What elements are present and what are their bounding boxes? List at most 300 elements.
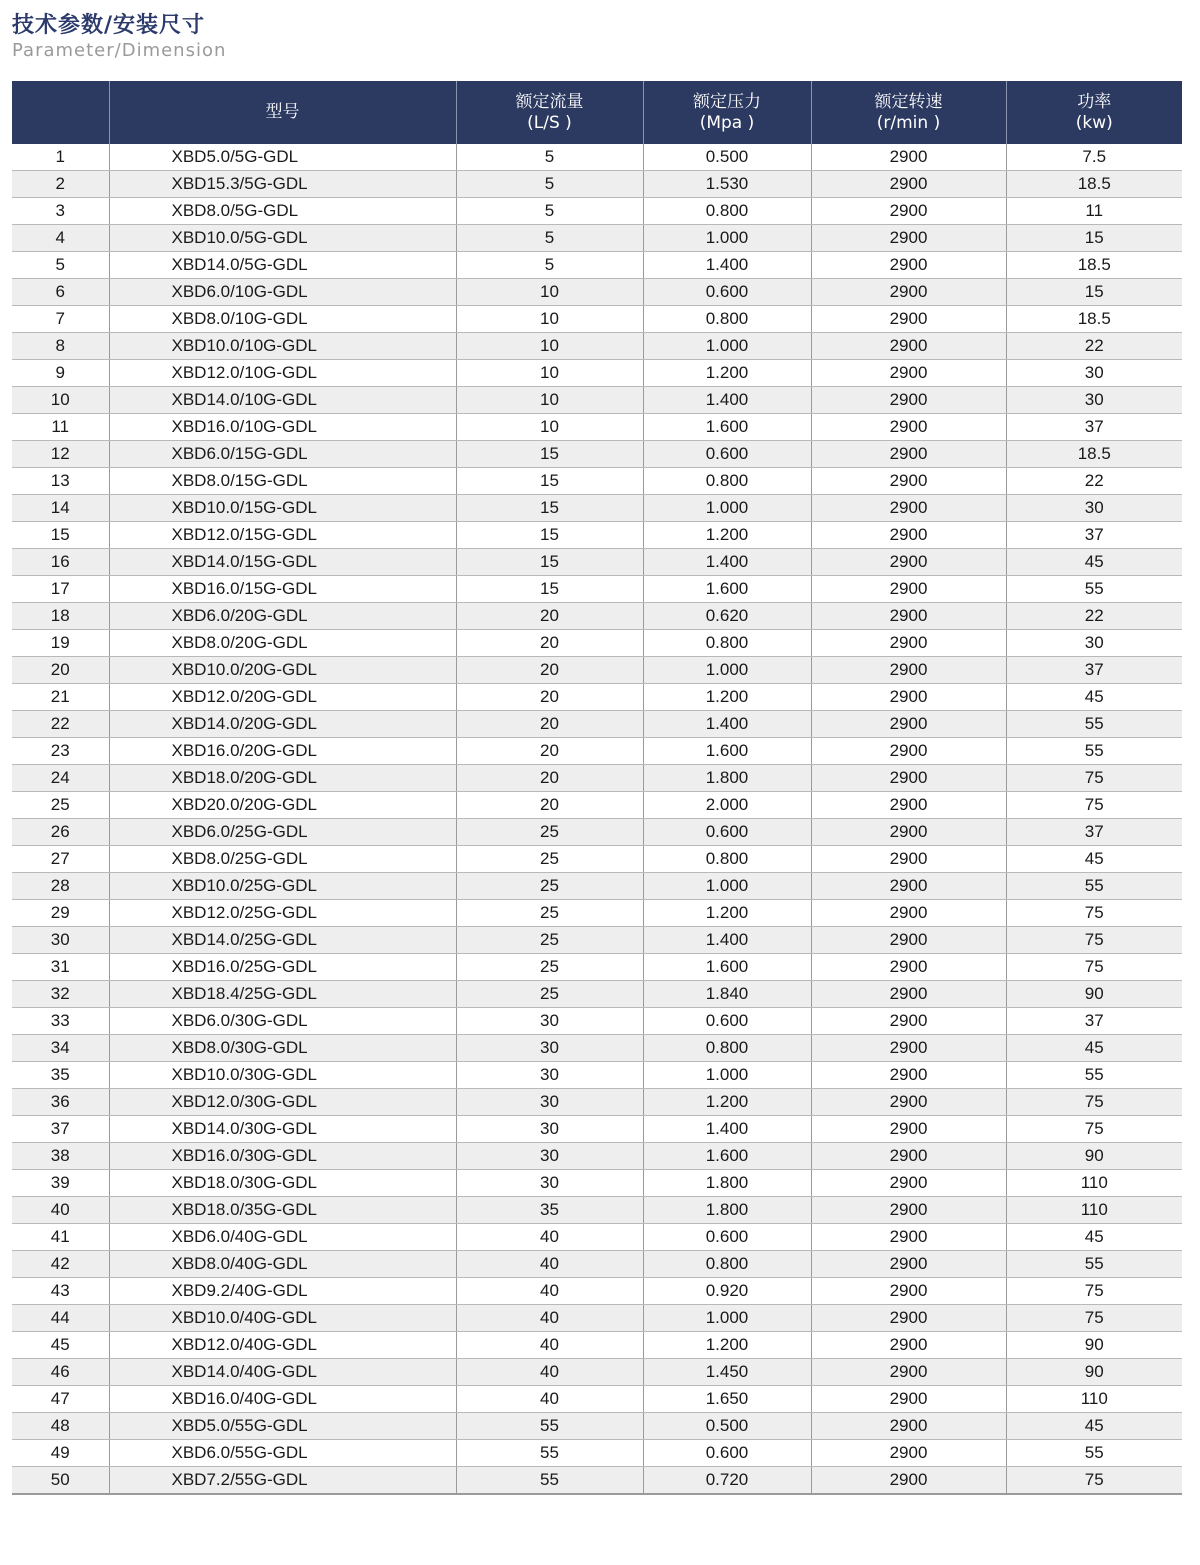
flow-cell: 40 [456, 1305, 643, 1332]
model-cell: XBD14.0/10G-GDL [109, 387, 456, 414]
power-cell: 30 [1006, 630, 1182, 657]
speed-cell: 2900 [811, 495, 1006, 522]
speed-cell: 2900 [811, 765, 1006, 792]
pressure-cell: 1.800 [643, 765, 811, 792]
table-row [12, 171, 1182, 198]
pressure-cell: 1.600 [643, 738, 811, 765]
model-cell: XBD12.0/20G-GDL [109, 684, 456, 711]
index-cell: 22 [12, 711, 109, 738]
pressure-cell: 1.200 [643, 1089, 811, 1116]
pressure-cell: 1.000 [643, 333, 811, 360]
model-cell: XBD8.0/15G-GDL [109, 468, 456, 495]
table-row [12, 225, 1182, 252]
pressure-cell: 1.400 [643, 711, 811, 738]
pressure-cell: 0.800 [643, 630, 811, 657]
index-cell: 49 [12, 1440, 109, 1467]
power-cell: 75 [1006, 1305, 1182, 1332]
table-row [12, 333, 1182, 360]
power-cell: 15 [1006, 225, 1182, 252]
index-cell: 12 [12, 441, 109, 468]
model-cell: XBD6.0/30G-GDL [109, 1008, 456, 1035]
table-row [12, 846, 1182, 873]
index-cell: 17 [12, 576, 109, 603]
power-cell: 55 [1006, 1440, 1182, 1467]
power-cell: 55 [1006, 576, 1182, 603]
flow-cell: 10 [456, 279, 643, 306]
table-row [12, 549, 1182, 576]
flow-cell: 30 [456, 1089, 643, 1116]
flow-cell: 5 [456, 144, 643, 171]
index-cell: 7 [12, 306, 109, 333]
index-cell: 26 [12, 819, 109, 846]
power-cell: 75 [1006, 954, 1182, 981]
model-cell: XBD5.0/55G-GDL [109, 1413, 456, 1440]
speed-cell: 2900 [811, 738, 1006, 765]
speed-cell: 2900 [811, 846, 1006, 873]
flow-cell: 40 [456, 1332, 643, 1359]
pressure-cell: 1.000 [643, 1062, 811, 1089]
index-cell: 18 [12, 603, 109, 630]
header-flow: 额定流量 (L/S ) [456, 81, 643, 144]
flow-cell: 15 [456, 495, 643, 522]
table-row [12, 414, 1182, 441]
pressure-cell: 2.000 [643, 792, 811, 819]
power-cell: 30 [1006, 360, 1182, 387]
speed-cell: 2900 [811, 1467, 1006, 1495]
speed-cell: 2900 [811, 1197, 1006, 1224]
speed-cell: 2900 [811, 1008, 1006, 1035]
table-row [12, 684, 1182, 711]
table-row [12, 1251, 1182, 1278]
table-row [12, 1332, 1182, 1359]
index-cell: 43 [12, 1278, 109, 1305]
table-row [12, 1386, 1182, 1413]
flow-cell: 30 [456, 1035, 643, 1062]
flow-cell: 15 [456, 549, 643, 576]
flow-cell: 5 [456, 198, 643, 225]
pressure-cell: 0.720 [643, 1467, 811, 1495]
model-cell: XBD8.0/40G-GDL [109, 1251, 456, 1278]
power-cell: 37 [1006, 1008, 1182, 1035]
table-row [12, 1278, 1182, 1305]
table-row [12, 765, 1182, 792]
power-cell: 90 [1006, 1359, 1182, 1386]
flow-cell: 20 [456, 684, 643, 711]
pressure-cell: 0.600 [643, 1224, 811, 1251]
flow-cell: 40 [456, 1386, 643, 1413]
flow-cell: 10 [456, 333, 643, 360]
index-cell: 44 [12, 1305, 109, 1332]
index-cell: 8 [12, 333, 109, 360]
pressure-cell: 1.650 [643, 1386, 811, 1413]
pressure-cell: 0.600 [643, 1008, 811, 1035]
flow-cell: 10 [456, 414, 643, 441]
table-row [12, 1224, 1182, 1251]
speed-cell: 2900 [811, 414, 1006, 441]
index-cell: 32 [12, 981, 109, 1008]
speed-cell: 2900 [811, 1251, 1006, 1278]
power-cell: 75 [1006, 765, 1182, 792]
model-cell: XBD6.0/10G-GDL [109, 279, 456, 306]
power-cell: 7.5 [1006, 144, 1182, 171]
speed-cell: 2900 [811, 792, 1006, 819]
index-cell: 47 [12, 1386, 109, 1413]
model-cell: XBD10.0/30G-GDL [109, 1062, 456, 1089]
pressure-cell: 0.600 [643, 279, 811, 306]
power-cell: 75 [1006, 1467, 1182, 1495]
model-cell: XBD9.2/40G-GDL [109, 1278, 456, 1305]
power-cell: 30 [1006, 495, 1182, 522]
pressure-cell: 1.000 [643, 873, 811, 900]
model-cell: XBD14.0/20G-GDL [109, 711, 456, 738]
pressure-cell: 0.500 [643, 1413, 811, 1440]
index-cell: 34 [12, 1035, 109, 1062]
header-power: 功率 (kw) [1006, 81, 1182, 144]
index-cell: 39 [12, 1170, 109, 1197]
model-cell: XBD16.0/40G-GDL [109, 1386, 456, 1413]
pressure-cell: 1.400 [643, 252, 811, 279]
power-cell: 45 [1006, 1413, 1182, 1440]
model-cell: XBD14.0/15G-GDL [109, 549, 456, 576]
model-cell: XBD5.0/5G-GDL [109, 144, 456, 171]
flow-cell: 25 [456, 846, 643, 873]
flow-cell: 10 [456, 360, 643, 387]
index-cell: 35 [12, 1062, 109, 1089]
power-cell: 37 [1006, 414, 1182, 441]
speed-cell: 2900 [811, 1062, 1006, 1089]
model-cell: XBD16.0/20G-GDL [109, 738, 456, 765]
flow-cell: 25 [456, 954, 643, 981]
table-row [12, 954, 1182, 981]
index-cell: 38 [12, 1143, 109, 1170]
index-cell: 45 [12, 1332, 109, 1359]
speed-cell: 2900 [811, 441, 1006, 468]
table-row [12, 252, 1182, 279]
pressure-cell: 1.200 [643, 1332, 811, 1359]
index-cell: 9 [12, 360, 109, 387]
table-row [12, 1062, 1182, 1089]
power-cell: 90 [1006, 1143, 1182, 1170]
index-cell: 24 [12, 765, 109, 792]
index-cell: 19 [12, 630, 109, 657]
index-cell: 40 [12, 1197, 109, 1224]
flow-cell: 55 [456, 1413, 643, 1440]
power-cell: 55 [1006, 1251, 1182, 1278]
flow-cell: 10 [456, 387, 643, 414]
index-cell: 21 [12, 684, 109, 711]
model-cell: XBD14.0/30G-GDL [109, 1116, 456, 1143]
pressure-cell: 1.000 [643, 225, 811, 252]
model-cell: XBD6.0/20G-GDL [109, 603, 456, 630]
speed-cell: 2900 [811, 981, 1006, 1008]
flow-cell: 30 [456, 1008, 643, 1035]
pressure-cell: 0.800 [643, 1035, 811, 1062]
index-cell: 48 [12, 1413, 109, 1440]
model-cell: XBD10.0/15G-GDL [109, 495, 456, 522]
index-cell: 2 [12, 171, 109, 198]
speed-cell: 2900 [811, 252, 1006, 279]
model-cell: XBD18.0/35G-GDL [109, 1197, 456, 1224]
speed-cell: 2900 [811, 522, 1006, 549]
flow-cell: 25 [456, 873, 643, 900]
power-cell: 18.5 [1006, 306, 1182, 333]
power-cell: 55 [1006, 711, 1182, 738]
index-cell: 20 [12, 657, 109, 684]
flow-cell: 25 [456, 819, 643, 846]
table-row [12, 711, 1182, 738]
speed-cell: 2900 [811, 873, 1006, 900]
table-row [12, 792, 1182, 819]
flow-cell: 20 [456, 765, 643, 792]
table-row [12, 1440, 1182, 1467]
model-cell: XBD6.0/55G-GDL [109, 1440, 456, 1467]
index-cell: 41 [12, 1224, 109, 1251]
speed-cell: 2900 [811, 1359, 1006, 1386]
model-cell: XBD12.0/40G-GDL [109, 1332, 456, 1359]
table-row [12, 441, 1182, 468]
speed-cell: 2900 [811, 900, 1006, 927]
flow-cell: 30 [456, 1143, 643, 1170]
power-cell: 37 [1006, 522, 1182, 549]
flow-cell: 30 [456, 1170, 643, 1197]
flow-cell: 40 [456, 1278, 643, 1305]
model-cell: XBD12.0/30G-GDL [109, 1089, 456, 1116]
speed-cell: 2900 [811, 1143, 1006, 1170]
pressure-cell: 0.800 [643, 306, 811, 333]
flow-cell: 5 [456, 225, 643, 252]
flow-cell: 20 [456, 630, 643, 657]
model-cell: XBD6.0/25G-GDL [109, 819, 456, 846]
index-cell: 46 [12, 1359, 109, 1386]
model-cell: XBD16.0/30G-GDL [109, 1143, 456, 1170]
table-row [12, 522, 1182, 549]
speed-cell: 2900 [811, 954, 1006, 981]
header-pressure: 额定压力 (Mpa ) [643, 81, 811, 144]
power-cell: 45 [1006, 1035, 1182, 1062]
model-cell: XBD6.0/40G-GDL [109, 1224, 456, 1251]
pressure-cell: 1.000 [643, 657, 811, 684]
power-cell: 55 [1006, 738, 1182, 765]
speed-cell: 2900 [811, 711, 1006, 738]
index-cell: 16 [12, 549, 109, 576]
pressure-cell: 0.500 [643, 144, 811, 171]
model-cell: XBD18.4/25G-GDL [109, 981, 456, 1008]
speed-cell: 2900 [811, 387, 1006, 414]
pressure-cell: 1.000 [643, 1305, 811, 1332]
index-cell: 28 [12, 873, 109, 900]
pressure-cell: 1.200 [643, 684, 811, 711]
power-cell: 75 [1006, 927, 1182, 954]
pressure-cell: 0.600 [643, 1440, 811, 1467]
power-cell: 11 [1006, 198, 1182, 225]
speed-cell: 2900 [811, 1332, 1006, 1359]
header-model: 型号 [109, 81, 456, 144]
pressure-cell: 0.600 [643, 819, 811, 846]
model-cell: XBD14.0/40G-GDL [109, 1359, 456, 1386]
power-cell: 22 [1006, 468, 1182, 495]
flow-cell: 25 [456, 927, 643, 954]
power-cell: 18.5 [1006, 252, 1182, 279]
pressure-cell: 1.200 [643, 900, 811, 927]
flow-cell: 15 [456, 468, 643, 495]
model-cell: XBD10.0/25G-GDL [109, 873, 456, 900]
index-cell: 1 [12, 144, 109, 171]
power-cell: 110 [1006, 1386, 1182, 1413]
speed-cell: 2900 [811, 1305, 1006, 1332]
flow-cell: 55 [456, 1440, 643, 1467]
index-cell: 3 [12, 198, 109, 225]
pressure-cell: 0.800 [643, 846, 811, 873]
model-cell: XBD12.0/10G-GDL [109, 360, 456, 387]
table-body [12, 144, 1182, 1494]
pressure-cell: 1.000 [643, 495, 811, 522]
table-row [12, 1170, 1182, 1197]
speed-cell: 2900 [811, 630, 1006, 657]
table-row [12, 1197, 1182, 1224]
index-cell: 42 [12, 1251, 109, 1278]
index-cell: 13 [12, 468, 109, 495]
flow-cell: 20 [456, 792, 643, 819]
flow-cell: 15 [456, 576, 643, 603]
power-cell: 55 [1006, 1062, 1182, 1089]
flow-cell: 30 [456, 1062, 643, 1089]
pressure-cell: 0.600 [643, 441, 811, 468]
pressure-cell: 1.600 [643, 954, 811, 981]
index-cell: 15 [12, 522, 109, 549]
table-row [12, 603, 1182, 630]
pressure-cell: 1.600 [643, 1143, 811, 1170]
model-cell: XBD16.0/25G-GDL [109, 954, 456, 981]
power-cell: 55 [1006, 873, 1182, 900]
table-row [12, 1413, 1182, 1440]
power-cell: 15 [1006, 279, 1182, 306]
flow-cell: 10 [456, 306, 643, 333]
flow-cell: 15 [456, 522, 643, 549]
speed-cell: 2900 [811, 1170, 1006, 1197]
pressure-cell: 1.200 [643, 522, 811, 549]
pressure-cell: 1.600 [643, 414, 811, 441]
index-cell: 6 [12, 279, 109, 306]
index-cell: 31 [12, 954, 109, 981]
flow-cell: 15 [456, 441, 643, 468]
power-cell: 37 [1006, 819, 1182, 846]
power-cell: 110 [1006, 1197, 1182, 1224]
table-row [12, 1359, 1182, 1386]
speed-cell: 2900 [811, 144, 1006, 171]
model-cell: XBD12.0/25G-GDL [109, 900, 456, 927]
index-cell: 36 [12, 1089, 109, 1116]
speed-cell: 2900 [811, 1413, 1006, 1440]
model-cell: XBD7.2/55G-GDL [109, 1467, 456, 1495]
index-cell: 50 [12, 1467, 109, 1495]
power-cell: 75 [1006, 1116, 1182, 1143]
table-row [12, 144, 1182, 171]
speed-cell: 2900 [811, 306, 1006, 333]
table-row [12, 1089, 1182, 1116]
pressure-cell: 1.400 [643, 927, 811, 954]
index-cell: 33 [12, 1008, 109, 1035]
speed-cell: 2900 [811, 225, 1006, 252]
model-cell: XBD18.0/20G-GDL [109, 765, 456, 792]
model-cell: XBD14.0/5G-GDL [109, 252, 456, 279]
power-cell: 75 [1006, 1089, 1182, 1116]
speed-cell: 2900 [811, 198, 1006, 225]
flow-cell: 20 [456, 603, 643, 630]
page-title: 技术参数/安装尺寸 [12, 13, 206, 38]
index-cell: 30 [12, 927, 109, 954]
table-row [12, 360, 1182, 387]
flow-cell: 40 [456, 1224, 643, 1251]
flow-cell: 20 [456, 711, 643, 738]
power-cell: 45 [1006, 549, 1182, 576]
model-cell: XBD8.0/20G-GDL [109, 630, 456, 657]
pressure-cell: 1.840 [643, 981, 811, 1008]
pressure-cell: 0.800 [643, 1251, 811, 1278]
index-cell: 11 [12, 414, 109, 441]
table-row [12, 981, 1182, 1008]
table-row [12, 306, 1182, 333]
model-cell: XBD10.0/20G-GDL [109, 657, 456, 684]
table-row [12, 1008, 1182, 1035]
pressure-cell: 0.920 [643, 1278, 811, 1305]
index-cell: 37 [12, 1116, 109, 1143]
flow-cell: 35 [456, 1197, 643, 1224]
model-cell: XBD16.0/15G-GDL [109, 576, 456, 603]
speed-cell: 2900 [811, 468, 1006, 495]
pressure-cell: 1.450 [643, 1359, 811, 1386]
model-cell: XBD16.0/10G-GDL [109, 414, 456, 441]
power-cell: 110 [1006, 1170, 1182, 1197]
table-row [12, 198, 1182, 225]
flow-cell: 55 [456, 1467, 643, 1495]
power-cell: 30 [1006, 387, 1182, 414]
flow-cell: 40 [456, 1359, 643, 1386]
table-row [12, 873, 1182, 900]
table-row [12, 927, 1182, 954]
table-row [12, 657, 1182, 684]
pressure-cell: 1.400 [643, 1116, 811, 1143]
table-row [12, 495, 1182, 522]
table-header-row [12, 81, 1182, 144]
speed-cell: 2900 [811, 333, 1006, 360]
speed-cell: 2900 [811, 684, 1006, 711]
pressure-cell: 1.530 [643, 171, 811, 198]
index-cell: 27 [12, 846, 109, 873]
parameter-table [12, 81, 1182, 1495]
table-row [12, 1467, 1182, 1495]
table-row [12, 900, 1182, 927]
speed-cell: 2900 [811, 1224, 1006, 1251]
speed-cell: 2900 [811, 657, 1006, 684]
flow-cell: 25 [456, 900, 643, 927]
power-cell: 75 [1006, 1278, 1182, 1305]
speed-cell: 2900 [811, 1116, 1006, 1143]
pressure-cell: 1.400 [643, 549, 811, 576]
pressure-cell: 1.800 [643, 1170, 811, 1197]
model-cell: XBD8.0/10G-GDL [109, 306, 456, 333]
index-cell: 5 [12, 252, 109, 279]
speed-cell: 2900 [811, 171, 1006, 198]
table-row [12, 819, 1182, 846]
power-cell: 18.5 [1006, 441, 1182, 468]
pressure-cell: 0.800 [643, 468, 811, 495]
header-speed: 额定转速 (r/min ) [811, 81, 1006, 144]
power-cell: 90 [1006, 981, 1182, 1008]
power-cell: 75 [1006, 792, 1182, 819]
model-cell: XBD10.0/5G-GDL [109, 225, 456, 252]
table-row [12, 387, 1182, 414]
index-cell: 10 [12, 387, 109, 414]
